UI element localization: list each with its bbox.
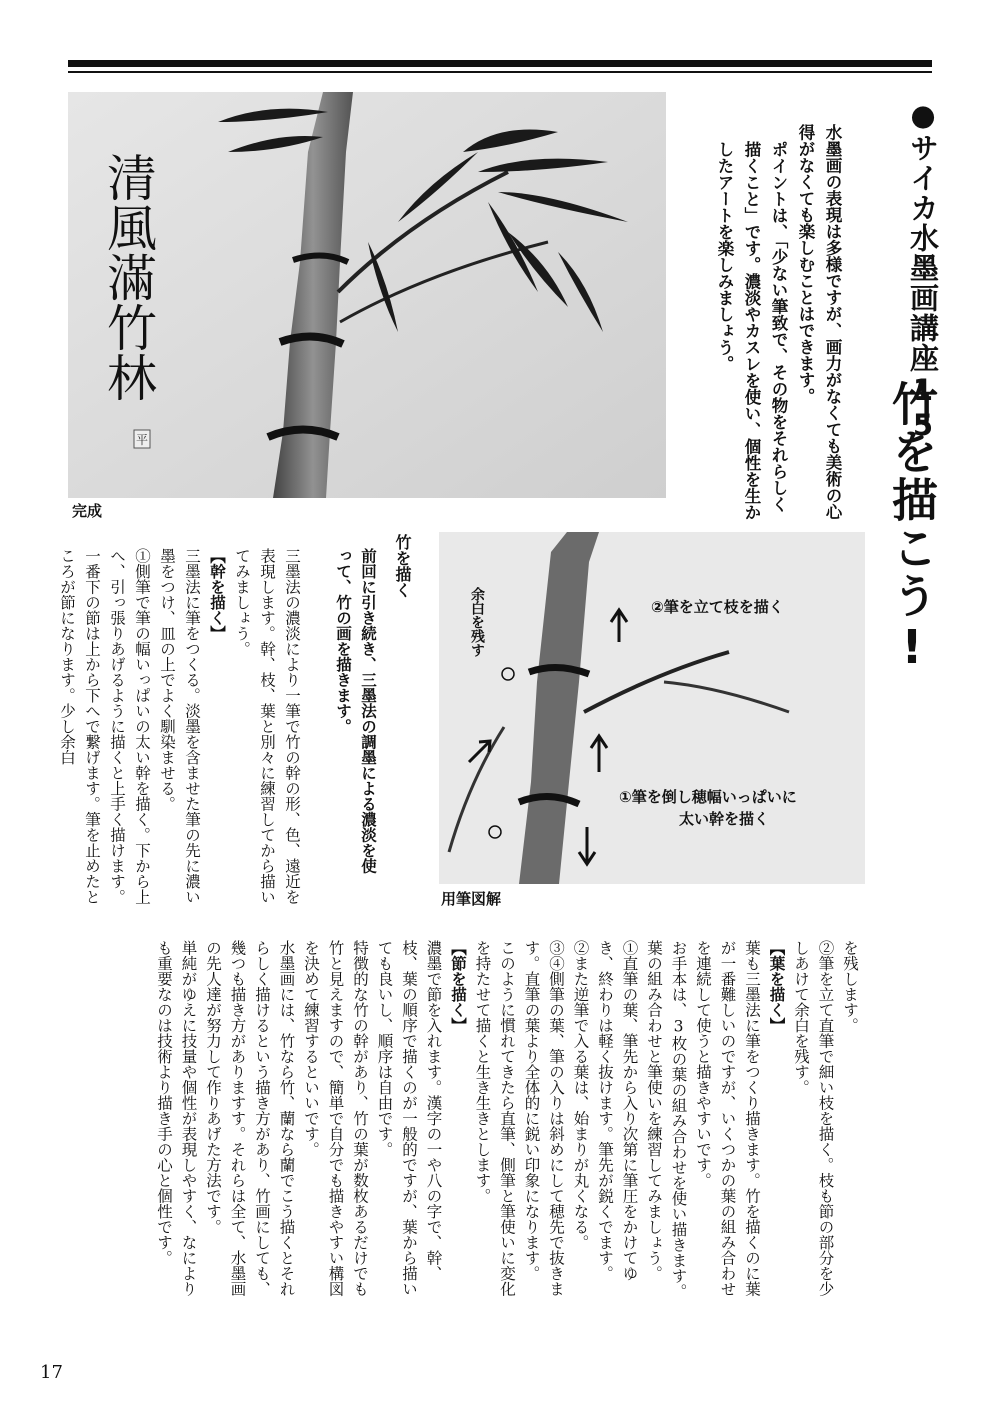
brush-diagram-graphic [439,532,865,884]
calligraphy-text: 清風滿竹林 [99,152,157,402]
page-number: 17 [40,1362,63,1383]
paragraph: 葉も三墨法に筆をつくり描きます。竹を描くのに葉が一番難しいのですが、いくつかの葉の組み合わせを連続して使うと描きやすいです。 [694,940,761,1297]
section-title: 竹を描く [393,534,412,598]
diagram-caption: 用筆図解 [441,890,502,908]
brush-diagram-image [439,532,865,884]
label-yohaku: 余白を残す [469,587,485,657]
paragraph: 単純がゆえに技量や個性が表現しやすく、なによりも重要なのは技術より描き手の心と個性です。 [155,940,198,1297]
paragraph: 葉の組み合わせと筆使いを練習してみましょう。 [645,940,663,1281]
bottom-text-block [152,940,863,1310]
paragraph: ②また逆筆で入る葉は、始まりが丸くなる。 [571,940,590,1250]
label-trunk-2: 太い幹を描く [679,810,770,828]
paragraph: 特徴的な竹の幹があり、竹の葉が数枚あるだけでも竹と見えますので、簡単で自分でも描きやすい構図を決めて練習するといいです。 [302,940,369,1297]
paragraph: ③④側筆の葉、筆の入りは斜めにして穂先で抜きます。直筆の葉より全体的に鋭い印象になります。 [522,940,565,1297]
paragraph: ①直筆の葉、筆先から入り次第に筆圧をかけてゆき、終わりは軽く抜けます。筆先が鋭くでます。 [596,940,639,1281]
paragraph: 濃墨で節を入れます。漢字の一や八の字で、幹、枝、葉の順序で描くのが一般的ですが、葉から描いても良いし、順序は自由です。 [375,940,443,1297]
heading-fushi: 【節を描く】 [449,940,467,1033]
paragraph: 水墨画には、竹なら竹、蘭なら蘭でこう描くとそれらしく描けるという描き方があり、竹画にしても、幾つも描き方がありますす。それらは全て、水墨画の先人達が努力して作りあげた方法です。 [204,940,296,1297]
top-rule-thin [68,71,932,73]
label-branch: ②筆を立て枝を描く [651,598,784,616]
photo-caption: 完成 [72,502,103,520]
paragraph: 三墨法に筆をつくる。淡墨を含ませた筆の先に濃い墨をつけ、皿の上でよく馴染ませる。 [158,548,201,905]
top-rule [68,60,932,67]
paragraph: ①側筆で筆の幅いっぱいの太い幹を描く。下から上へ、引っ張りあげるように描くと上手く描けます。 [108,548,151,905]
paragraph: お手本は、3枚の葉の組み合わせを使い描きます。 [669,940,688,1299]
intro-paragraph: 水墨画の表現は多様ですが、画力がなくても美術の心得がなくても楽しむことはできます。 [796,124,842,520]
page-title: 竹を描こう! [885,380,939,676]
paragraph: 三墨法の濃淡により一筆で竹の幹の形、色、遠近を表現します。幹、枝、葉と別々に練習してから描いてみましょう。 [233,548,301,905]
paragraph: ②筆を立て直筆で細い枝を描く。枝も節の部分を少しあけて余白を残す。 [792,940,835,1297]
seal-text: 平 [136,433,149,447]
heading-miki: 【幹を描く】 [208,548,226,641]
series-title: ●サイカ水墨画講座15 [906,98,940,443]
middle-text-block [54,548,304,918]
paragraph: を残します。 [841,940,859,1033]
bamboo-painting-graphic [68,92,666,498]
paragraph: 一番下の節は上から下へで繋げます。筆を止めたところが節になります。少し余白 [58,548,101,905]
section-lead: 前回に引き続き、三墨法の調墨による濃淡を使って、竹の画を描きます。 [334,548,377,874]
label-trunk-1: ①筆を倒し穂幅いっぱいに [619,788,797,806]
heading-ha: 【葉を描く】 [767,940,786,1033]
paragraph: このように慣れてきたら直筆、側筆と筆使いに変化を持たせて描くと生き生きとします。 [473,940,516,1297]
intro-text [711,124,846,524]
bamboo-painting-image [68,92,666,498]
intro-paragraph: ポイントは、「少ない筆致で、その物をそれらしく描くこと」です。濃淡やカスレを使い、個性を生かしたアートを楽しみましょう。 [715,140,788,520]
